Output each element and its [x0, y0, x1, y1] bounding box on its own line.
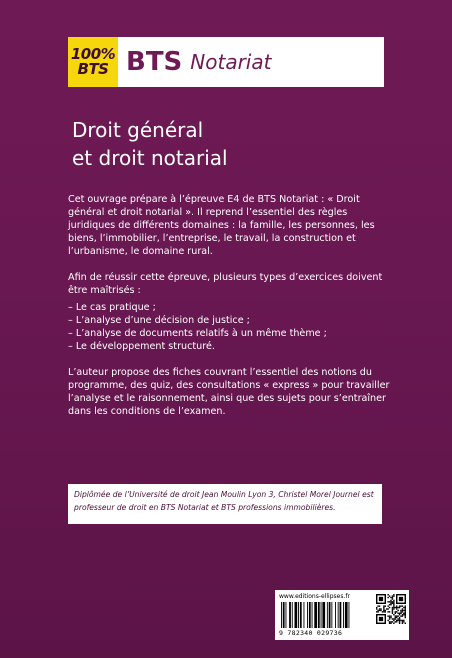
- website-link[interactable]: www.editions-ellipses.fr: [279, 593, 350, 600]
- author-paragraph: L’auteur propose des fiches couvrant l’essentiel des notions du programme, des quiz, des consultations « express » pour travailler l’analyse et le raisonnement, ainsi que des sujets pour s’entraîner dans les conditions de l’examen.: [68, 367, 390, 417]
- list-item: – L’analyse d’une décision de justice ;: [68, 315, 250, 326]
- title-line-2: et droit notarial: [72, 146, 228, 170]
- exercises-intro: Afin de réussir cette épreuve, plusieurs types d’exercices doivent être maîtrisés :: [68, 272, 383, 296]
- qr-code-icon: [376, 594, 406, 624]
- barcode: [281, 602, 373, 628]
- badge-line-2: BTS: [77, 60, 109, 78]
- book-title: [72, 116, 228, 172]
- author-bio: Diplômée de l’Université de droit Jean Moulin Lyon 3, Christel Morel Journel est professeur de droit en BTS Notariat et BTS professions immobilières.: [74, 490, 374, 512]
- list-item: – Le développement structuré.: [68, 341, 215, 352]
- list-item: – L’analyse de documents relatifs à un même thème ;: [68, 328, 327, 339]
- series-badge: [68, 37, 118, 87]
- author-bio-box: [68, 484, 382, 524]
- series-name: BTS: [126, 47, 183, 77]
- exercise-list: [68, 301, 396, 353]
- isbn: 9 782340 029736: [279, 629, 343, 637]
- badge-line-1: 100%: [70, 45, 116, 63]
- list-item: – Le cas pratique ;: [68, 302, 156, 313]
- intro-paragraph: Cet ouvrage prépare à l’épreuve E4 de BTS Notariat : « Droit général et droit notarial ». Il reprend l’essentiel des règles juridiques de différents domaines : la famille, les personnes, les biens, l’immobilier, l’entreprise, le travail, la construction et l’urbanisme, le domaine rural.: [68, 194, 375, 257]
- series-header: [68, 37, 384, 87]
- barcode-box: [275, 590, 409, 640]
- description: [68, 193, 396, 431]
- program-name: Notariat: [190, 50, 272, 74]
- title-line-1: Droit général: [72, 118, 204, 142]
